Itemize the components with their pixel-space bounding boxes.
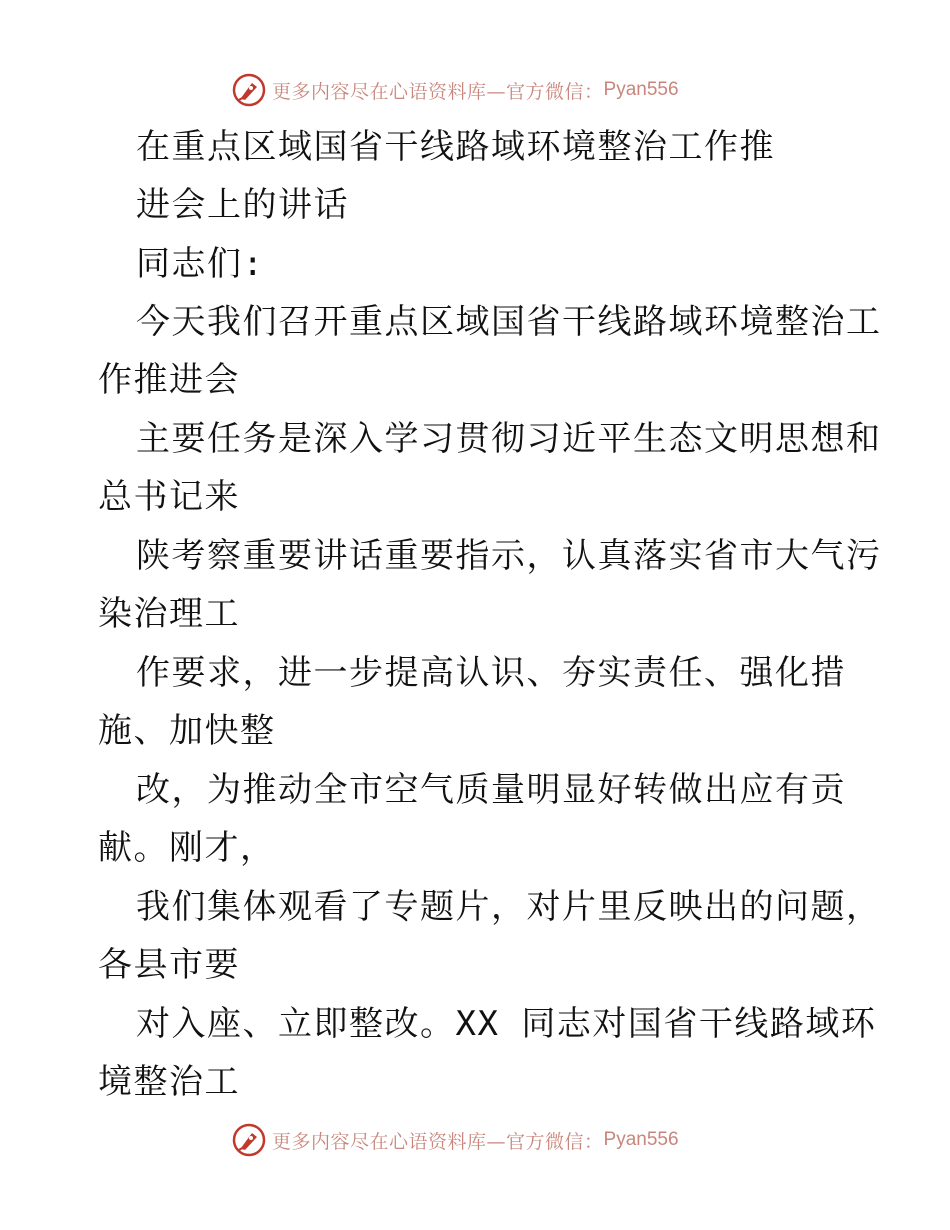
paragraph-line: 陕考察重要讲话重要指示，认真落实省市大气污 bbox=[136, 536, 882, 576]
paragraph-line: 今天我们召开重点区域国省干线路域环境整治工 bbox=[136, 302, 882, 342]
salutation: 同志们: bbox=[136, 244, 265, 284]
banner-text: 更多内容尽在心语资料库—官方微信： bbox=[272, 1130, 604, 1153]
paragraph-line: 主要任务是深入学习贯彻习近平生态文明思想和 bbox=[136, 419, 882, 459]
paragraph-line: 作推进会 bbox=[98, 360, 240, 400]
pen-nib-logo-icon bbox=[232, 1123, 266, 1157]
paragraph-line: 各县市要 bbox=[98, 945, 240, 985]
document-title-line-1: 在重点区域国省干线路域环境整治工作推 bbox=[136, 127, 775, 167]
document-title-line-2: 进会上的讲话 bbox=[136, 185, 349, 225]
wechat-id: Pyan556 bbox=[603, 79, 679, 100]
paragraph-line: 总书记来 bbox=[98, 477, 240, 517]
paragraph-line: 对入座、立即整改。XX 同志对国省干线路域环 bbox=[136, 1004, 877, 1044]
paragraph-line: 改，为推动全市空气质量明显好转做出应有贡 bbox=[136, 770, 846, 810]
footer-banner bbox=[232, 1122, 679, 1158]
wechat-id: Pyan556 bbox=[603, 1129, 679, 1150]
paragraph-line: 境整治工 bbox=[98, 1062, 240, 1102]
header-banner bbox=[232, 72, 679, 108]
paragraph-line: 我们集体观看了专题片，对片里反映出的问题， bbox=[136, 887, 882, 927]
paragraph-line: 献。刚才， bbox=[98, 828, 276, 868]
paragraph-line: 施、加快整 bbox=[98, 711, 276, 751]
paragraph-line: 染治理工 bbox=[98, 594, 240, 634]
paragraph-line: 作要求，进一步提高认识、夯实责任、强化措 bbox=[136, 653, 846, 693]
banner-text: 更多内容尽在心语资料库—官方微信： bbox=[272, 80, 604, 103]
pen-nib-logo-icon bbox=[232, 73, 266, 107]
